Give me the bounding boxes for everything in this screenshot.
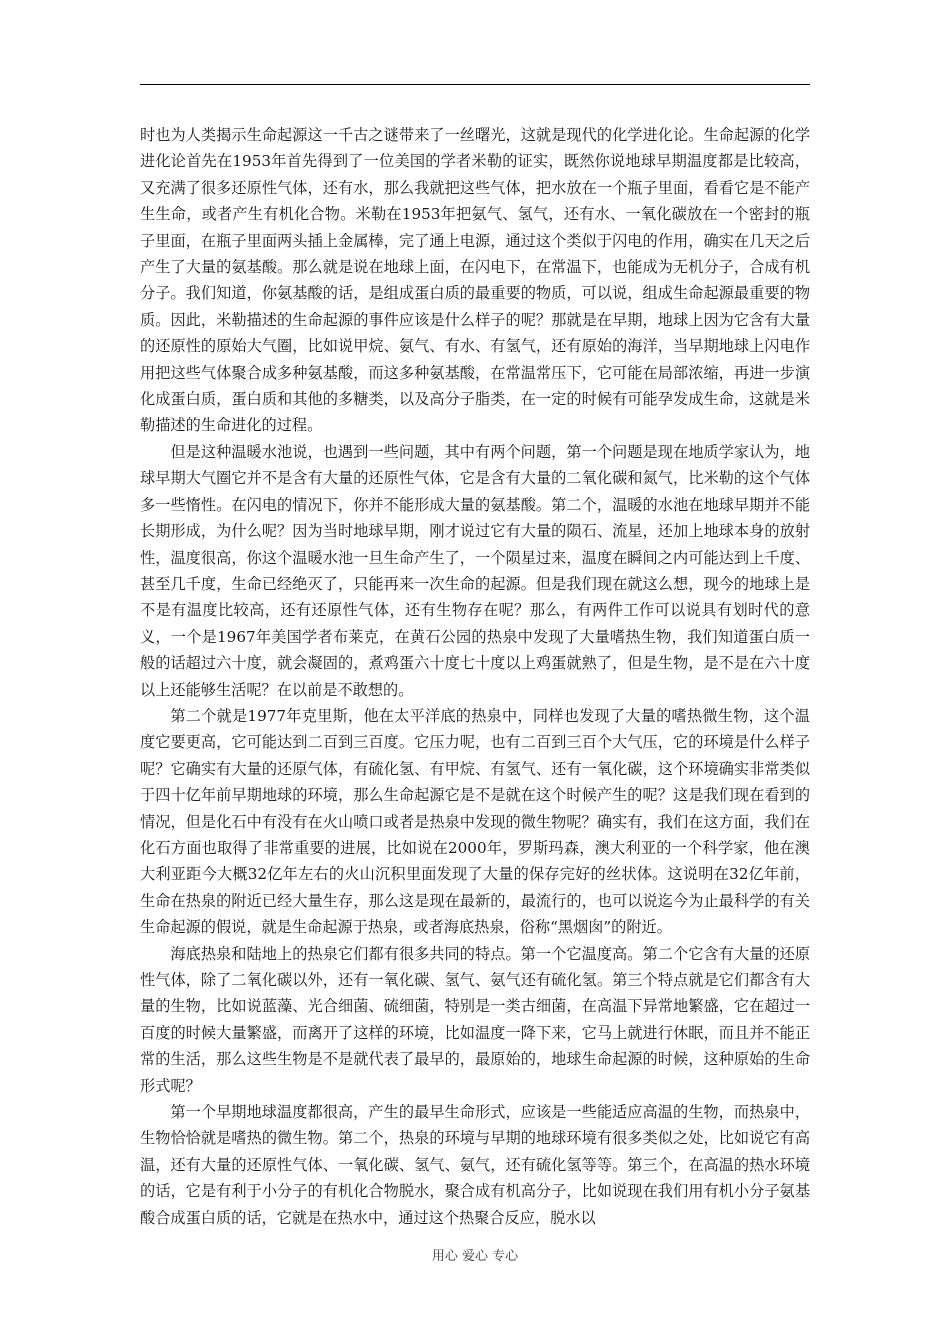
paragraph-4: 海底热泉和陆地上的热泉它们都有很多共同的特点。第一个它温度高。第二个它含有大量的还原性气体，除了二氧化碳以外，还有一氧化碳、氢气、氨气还有硫化氢。第三个特点就是它们都含有大量的生物，比如说蓝藻、光合细菌、硫细菌，特别是一类古细菌，在高温下异常地繁盛，它在超过一百度的时候大量繁盛，而离开了这样的环境，比如温度一降下来，它马上就进行休眠，而且并不能正常的生活，那么这些生物是不是就代表了最早的，最原始的，地球生命起源的时候，这种原始的生命形式呢？ <box>140 944 810 1095</box>
header-rule <box>140 84 810 85</box>
paragraph-3: 第二个就是1977年克里斯，他在太平洋底的热泉中，同样也发现了大量的嗜热微生物，这个温度它要更高，它可能达到二百到三百度。它压力呢，也有二百到三百个大气压，它的环境是什么样子呢？它确实有大量的还原气体，有硫化氢、有甲烷、有氢气、还有一氧化碳，这个环境确实非常类似于四十亿年前早期地球的环境，那么生命起源它是不是就在这个时候产生的呢？这是我们现在看到的情况，但是化石中有没有在火山喷口或者是热泉中发现的微生物呢？确实有，我们在这方面，我们在化石方面也取得了非常重要的进展，比如说在2000年，罗斯玛森，澳大利亚的一个科学家，他在澳大利亚距今大概32亿年左右的火山沉积里面发现了大量的保存完好的丝状体。这说明在32亿年前，生命在热泉的附近已经大量生存，那么这是现在最新的，最流行的，也可以说迄今为止最科学的有关生命起源的假说，就是生命起源于热泉，或者海底热泉，俗称“黑烟囱”的附近。 <box>140 706 810 937</box>
paragraph-5: 第一个早期地球温度都很高，产生的最早生命形式，应该是一些能适应高温的生物，而热泉中，生物恰恰就是嗜热的微生物。第二个，热泉的环境与早期的地球环境有很多类似之处，比如说它有高温，还有大量的还原性气体、一氧化碳、氢气、氨气，还有硫化氢等等。第三个，在高温的热水环境的话，它是有利于小分子的有机化合物脱水，聚合成有机高分子，比如说现在我们用有机小分子氨基酸合成蛋白质的话，它就是在热水中，通过这个热聚合反应，脱水以 <box>140 1103 810 1227</box>
paragraph-1: 时也为人类揭示生命起源这一千古之谜带来了一丝曙光，这就是现代的化学进化论。生命起源的化学进化论首先在1953年首先得到了一位美国的学者米勒的证实，既然你说地球早期温度都是比较高，又充满了很多还原性气体，还有水，那么我就把这些气体，把水放在一个瓶子里面，看看它是不能产生生命，或者产生有机化合物。米勒在1953年把氨气、氢气，还有水、一氧化碳放在一个密封的瓶子里面，在瓶子里面两头插上金属棒，完了通上电源，通过这个类似于闪电的作用，确实在几天之后产生了大量的氨基酸。那么就是说在地球上面，在闪电下，在常温下，也能成为无机分子，合成有机分子。我们知道，你氨基酸的话，是组成蛋白质的最重要的物质，可以说，组成生命起源最重要的物质。因此，米勒描述的生命起源的事件应该是什么样子的呢？那就是在早期，地球上因为它含有大量的还原性的原始大气圈，比如说甲烷、氨气、有水、有氢气，还有原始的海洋，当早期地球上闪电作用把这些气体聚合成多种氨基酸，而这多种氨基酸，在常温常压下，它可能在局部浓缩，再进一步演化成蛋白质，蛋白质和其他的多糖类，以及高分子脂类，在一定的时候有可能孕发成生命，这就是米勒描述的生命进化的过程。 <box>140 126 810 435</box>
paragraph-2: 但是这种温暖水池说，也遇到一些问题，其中有两个问题，第一个问题是现在地质学家认为，地球早期大气圈它并不是含有大量的还原性气体，它是含有大量的二氧化碳和氮气，比米勒的这个气体多一些惰性。在闪电的情况下，你并不能形成大量的氨基酸。第二个，温暖的水池在地球早期并不能长期形成，为什么呢？因为当时地球早期，刚才说过它有大量的陨石、流星，还加上地球本身的放射性，温度很高，你这个温暖水池一旦生命产生了，一个陨星过来，温度在瞬间之内可能达到上千度、甚至几千度，生命已经绝灭了，只能再来一次生命的起源。但是我们现在就这么想，现今的地球上是不是有温度比较高，还有还原性气体，还有生物存在呢？那么，有两件工作可以说具有划时代的意义，一个是1967年美国学者布莱克，在黄石公园的热泉中发现了大量嗜热生物，我们知道蛋白质一般的话超过六十度，就会凝固的，煮鸡蛋六十度七十度以上鸡蛋就熟了，但是生物，是不是在六十度以上还能够生活呢？在以前是不敢想的。 <box>140 442 810 699</box>
document-body <box>140 122 810 1231</box>
page-footer: 用心 爱心 专心 <box>431 1249 519 1264</box>
